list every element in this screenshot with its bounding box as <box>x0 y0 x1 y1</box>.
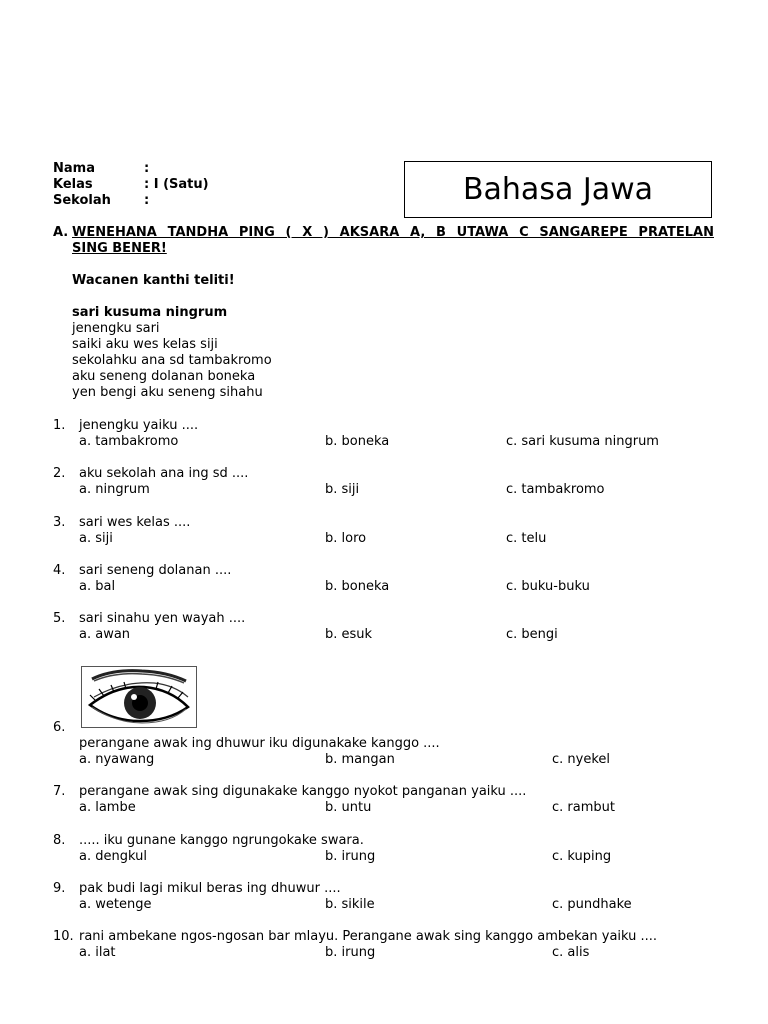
option-b: b. siji <box>325 482 360 497</box>
option-a: a. nyawang <box>79 752 155 767</box>
option-b: b. loro <box>325 531 367 546</box>
option-a: a. wetenge <box>79 897 152 912</box>
sekolah-colon: : <box>144 193 150 208</box>
option-c: c. nyekel <box>552 752 611 767</box>
question-number: 2. <box>53 466 66 481</box>
reading-title: sari kusuma ningrum <box>72 305 228 320</box>
question-number: 9. <box>53 881 66 896</box>
option-b: b. boneka <box>325 579 390 594</box>
option-a: a. ningrum <box>79 482 150 497</box>
sekolah-label: Sekolah <box>53 193 111 208</box>
option-a: a. tambakromo <box>79 434 179 449</box>
option-b: b. mangan <box>325 752 395 767</box>
option-c: c. kuping <box>552 849 612 864</box>
eye-icon <box>82 667 196 727</box>
nama-label: Nama <box>53 161 95 176</box>
question-text: sari sinahu yen wayah .... <box>79 611 246 626</box>
nama-colon: : <box>144 161 150 176</box>
option-b: b. sikile <box>325 897 375 912</box>
question-number: 4. <box>53 563 66 578</box>
option-a: a. ilat <box>79 945 116 960</box>
option-a: a. bal <box>79 579 116 594</box>
option-c: c. bengi <box>506 627 558 642</box>
option-c: c. rambut <box>552 800 615 815</box>
reading-line: yen bengi aku seneng sihahu <box>72 385 263 400</box>
question-number: 6. <box>53 720 66 735</box>
question-number: 3. <box>53 515 66 530</box>
option-c: c. tambakromo <box>506 482 605 497</box>
reading-prompt: Wacanen kanthi teliti! <box>72 273 235 288</box>
option-b: b. untu <box>325 800 372 815</box>
question-number: 5. <box>53 611 66 626</box>
kelas-label: Kelas <box>53 177 93 192</box>
question-text: aku sekolah ana ing sd .... <box>79 466 249 481</box>
option-b: b. boneka <box>325 434 390 449</box>
question-text: jenengku yaiku .... <box>79 418 199 433</box>
option-a: a. awan <box>79 627 131 642</box>
question-text: ..... iku gunane kanggo ngrungokake swara. <box>79 833 364 848</box>
option-a: a. siji <box>79 531 113 546</box>
subject-title: Bahasa Jawa <box>462 172 654 207</box>
question-text: perangane awak sing digunakake kanggo nyokot panganan yaiku .... <box>79 784 527 799</box>
question-text: pak budi lagi mikul beras ing dhuwur .... <box>79 881 341 896</box>
question-text: sari seneng dolanan .... <box>79 563 232 578</box>
option-c: c. buku-buku <box>506 579 590 594</box>
reading-line: aku seneng dolanan boneka <box>72 369 256 384</box>
reading-line: saiki aku wes kelas siji <box>72 337 218 352</box>
option-b: b. irung <box>325 945 376 960</box>
option-c: c. sari kusuma ningrum <box>506 434 659 449</box>
question-number: 1. <box>53 418 66 433</box>
question-text: sari wes kelas .... <box>79 515 191 530</box>
kelas-value: : I (Satu) <box>144 177 209 192</box>
question-number: 10. <box>53 929 74 944</box>
option-b: b. irung <box>325 849 376 864</box>
subject-title-box <box>404 161 712 218</box>
question-number: 8. <box>53 833 66 848</box>
option-c: c. alis <box>552 945 590 960</box>
reading-line: sekolahku ana sd tambakromo <box>72 353 272 368</box>
option-b: b. esuk <box>325 627 373 642</box>
section-letter: A. <box>53 225 69 240</box>
question-text: perangane awak ing dhuwur iku digunakake kanggo .... <box>79 736 440 751</box>
question-text: rani ambekane ngos-ngosan bar mlayu. Perangane awak sing kanggo ambekan yaiku .... <box>79 929 658 944</box>
reading-line: jenengku sari <box>72 321 160 336</box>
option-c: c. telu <box>506 531 547 546</box>
option-a: a. dengkul <box>79 849 147 864</box>
question-number: 7. <box>53 784 66 799</box>
instruction-line-1: WENEHANA TANDHA PING ( X ) AKSARA A, B UTAWA C SANGAREPE PRATELAN <box>72 225 714 240</box>
option-a: a. lambe <box>79 800 136 815</box>
instruction-line-2: SING BENER! <box>72 241 167 256</box>
eye-picture <box>81 666 197 728</box>
option-c: c. pundhake <box>552 897 632 912</box>
